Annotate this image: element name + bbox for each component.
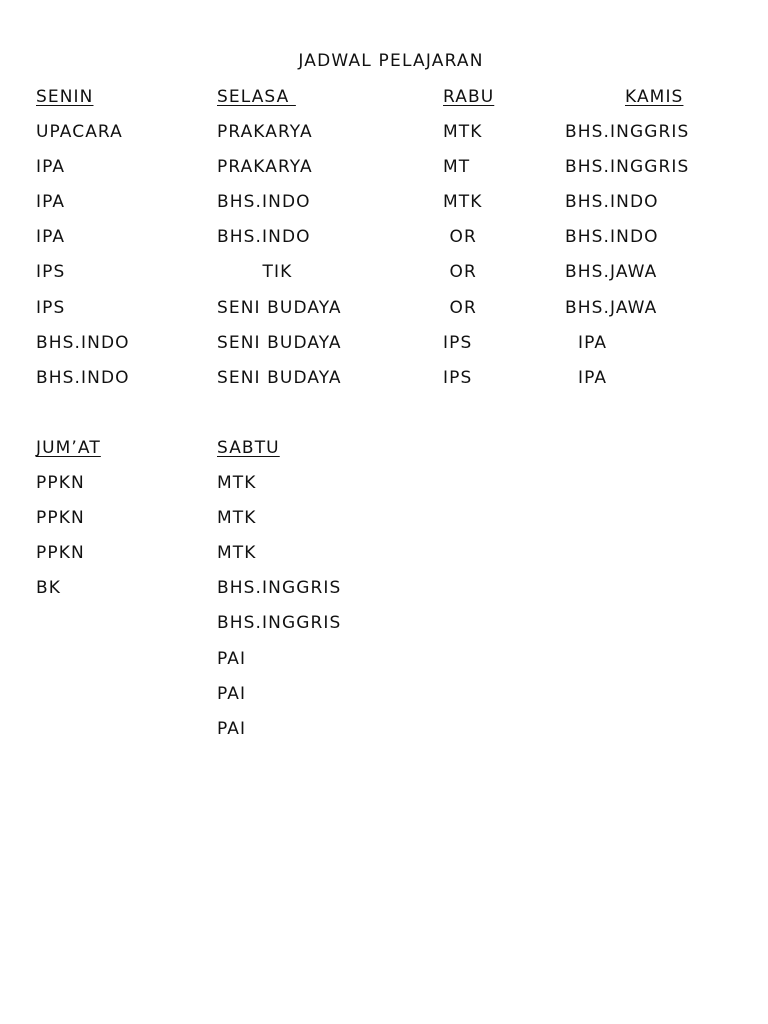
column-sabtu [217, 431, 341, 747]
subject-cell: OR [443, 227, 477, 248]
subject-cell: BHS.INDO [565, 227, 659, 248]
subject-cell: PRAKARYA [217, 157, 313, 178]
subject-cell: IPS [443, 367, 473, 388]
column-senin [36, 80, 130, 396]
subject-cell: PPKN [36, 508, 85, 529]
subject-cell: MTK [217, 508, 257, 529]
day-header-senin: SENIN [36, 87, 94, 107]
subject-cell: BHS.INDO [217, 227, 311, 248]
day-header-selasa: SELASA [217, 87, 296, 107]
day-header-sabtu: SABTU [217, 438, 280, 458]
subject-cell: OR [443, 297, 477, 318]
subject-cell: SENI BUDAYA [217, 367, 342, 388]
day-header-rabu: RABU [443, 87, 495, 107]
column-jumat [36, 431, 101, 606]
subject-cell: IPS [36, 262, 66, 283]
subject-cell: PRAKARYA [217, 122, 313, 143]
subject-cell: BHS.INDO [217, 192, 311, 213]
subject-cell: PPKN [36, 473, 85, 494]
subject-cell: SENI BUDAYA [217, 332, 342, 353]
subject-cell: TIK [217, 262, 293, 283]
subject-cell: BHS.INGGRIS [565, 157, 690, 178]
subject-cell: IPS [36, 297, 66, 318]
subject-cell: PAI [217, 683, 247, 704]
column-kamis [565, 80, 725, 396]
day-header-kamis: KAMIS [625, 87, 684, 107]
subject-cell: MTK [217, 543, 257, 564]
column-rabu [443, 80, 494, 396]
subject-cell: BK [36, 578, 62, 599]
subject-cell: SENI BUDAYA [217, 297, 342, 318]
day-header-jumat: JUM’AT [36, 438, 101, 458]
subject-cell: MT [443, 157, 471, 178]
subject-cell: BHS.INDO [36, 367, 130, 388]
page-title: JADWAL PELAJARAN [298, 51, 484, 71]
subject-cell: UPACARA [36, 122, 123, 143]
subject-cell: PAI [217, 648, 247, 669]
subject-cell: BHS.JAWA [565, 262, 658, 283]
subject-cell: IPS [443, 332, 473, 353]
subject-cell: IPA [36, 192, 66, 213]
subject-cell: BHS.INDO [36, 332, 130, 353]
subject-cell: MTK [217, 473, 257, 494]
column-selasa [217, 80, 342, 396]
subject-cell: BHS.INGGRIS [217, 613, 342, 634]
subject-cell: PPKN [36, 543, 85, 564]
subject-cell: BHS.INGGRIS [565, 122, 690, 143]
subject-cell: BHS.INGGRIS [217, 578, 342, 599]
subject-cell: MTK [443, 192, 483, 213]
subject-cell: IPA [565, 367, 608, 388]
subject-cell: IPA [36, 227, 66, 248]
subject-cell: MTK [443, 122, 483, 143]
subject-cell: OR [443, 262, 477, 283]
subject-cell: BHS.INDO [565, 192, 659, 213]
subject-cell: IPA [565, 332, 608, 353]
subject-cell: BHS.JAWA [565, 297, 658, 318]
subject-cell: IPA [36, 157, 66, 178]
subject-cell: PAI [217, 718, 247, 739]
